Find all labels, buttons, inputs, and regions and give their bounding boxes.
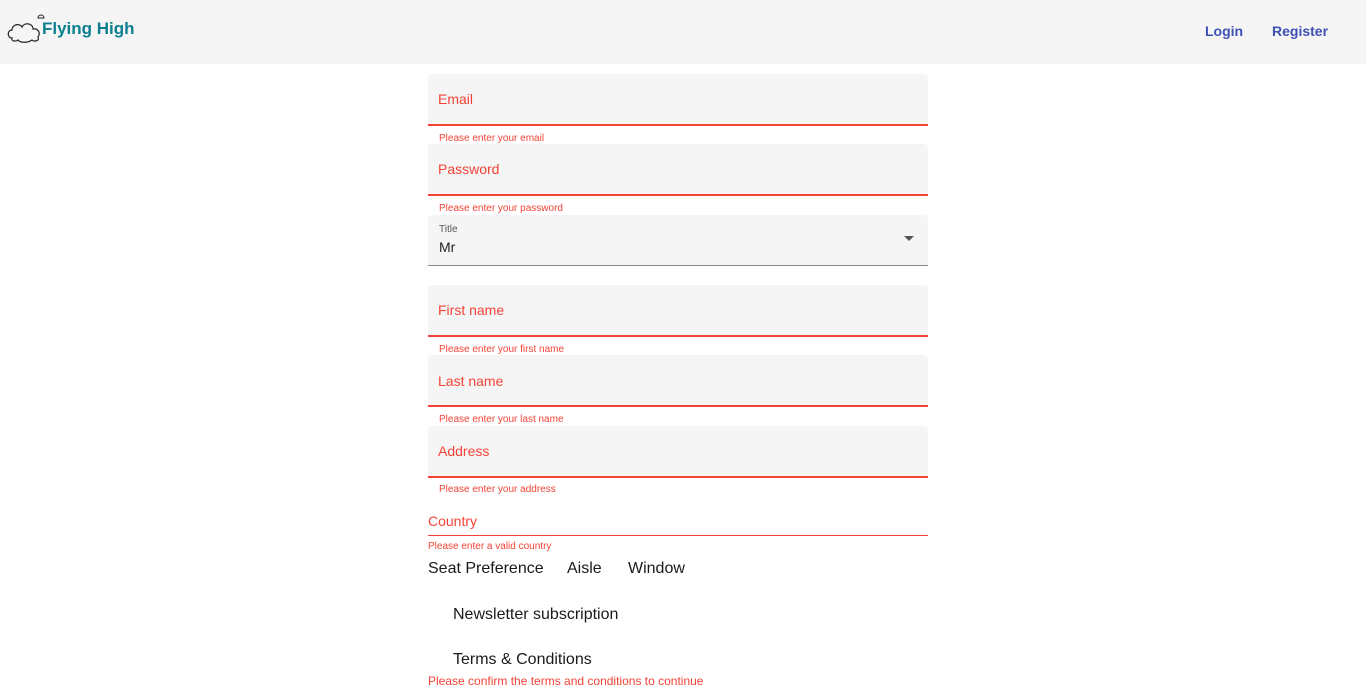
password-field[interactable] [428, 144, 928, 196]
address-field[interactable] [428, 426, 928, 478]
country-label: Country [428, 513, 478, 529]
address-error: Please enter your address [439, 484, 556, 495]
first-name-field[interactable] [428, 285, 928, 337]
title-label: Title [439, 224, 458, 235]
terms-error: Please confirm the terms and conditions to continue [428, 674, 704, 688]
seat-preference-label: Seat Preference [428, 560, 544, 577]
seat-window-option[interactable]: Window [628, 560, 685, 577]
email-label: Email [438, 91, 474, 107]
email-field[interactable] [428, 74, 928, 126]
country-error: Please enter a valid country [428, 541, 552, 552]
address-label: Address [438, 443, 490, 459]
caret-down-icon[interactable] [904, 236, 914, 241]
first-name-label: First name [438, 302, 505, 318]
password-label: Password [438, 161, 500, 177]
country-field[interactable] [428, 505, 928, 536]
password-error: Please enter your password [439, 203, 563, 214]
brand-name: Flying High [42, 19, 135, 38]
brand-logo[interactable] [6, 10, 146, 44]
title-select[interactable] [428, 215, 928, 266]
last-name-field[interactable] [428, 355, 928, 407]
last-name-label: Last name [438, 373, 504, 389]
app-header [0, 0, 1366, 64]
login-link[interactable]: Login [1205, 23, 1244, 39]
newsletter-checkbox[interactable]: Newsletter subscription [453, 606, 619, 623]
email-error: Please enter your email [439, 133, 545, 144]
seat-aisle-option[interactable]: Aisle [567, 560, 602, 577]
cloud-icon [6, 10, 46, 44]
last-name-error: Please enter your last name [439, 414, 564, 425]
terms-checkbox[interactable]: Terms & Conditions [453, 651, 592, 668]
title-value: Mr [439, 239, 456, 255]
register-link[interactable]: Register [1272, 23, 1329, 39]
first-name-error: Please enter your first name [439, 344, 565, 355]
